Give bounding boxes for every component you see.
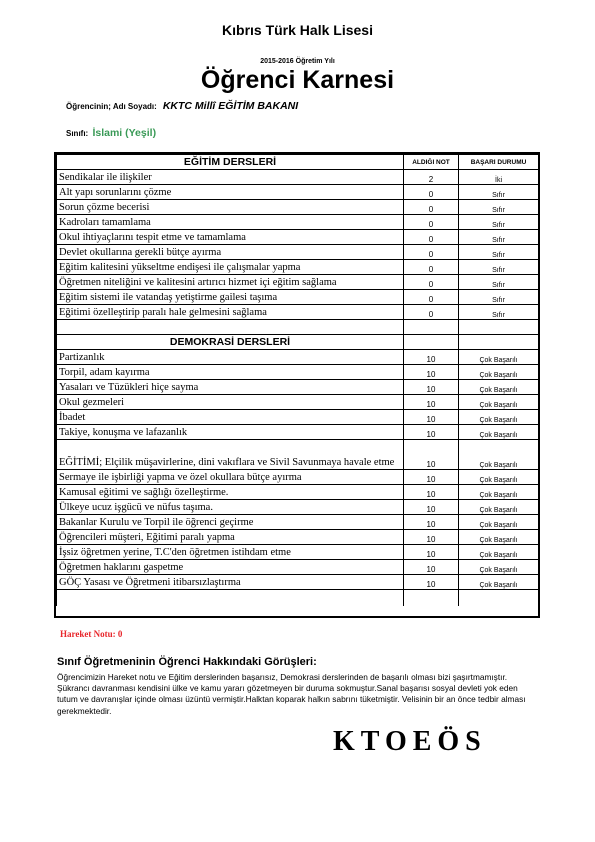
status-cell: Sıfır [459, 245, 539, 260]
school-name: Kıbrıs Türk Halk Lisesi [222, 22, 373, 38]
grade-cell: 0 [404, 200, 459, 215]
report-title: Öğrenci Karnesi [200, 66, 395, 94]
status-column-header: BAŞARI DURUMU [459, 155, 539, 170]
student-name: KKTC Millî EĞİTİM BAKANI [162, 100, 299, 112]
student-label: Öğrencinin; Adı Soyadı: [66, 102, 157, 111]
grade-cell: 10 [404, 410, 459, 425]
grade-cell: 0 [404, 230, 459, 245]
grade-cell: 10 [404, 470, 459, 485]
status-cell: Çok Başarılı [459, 350, 539, 365]
subject-cell: İbadet [57, 410, 404, 425]
table-row [57, 530, 539, 545]
subject-cell: Bakanlar Kurulu ve Torpil ile öğrenci geçirme [57, 515, 404, 530]
table-row [57, 395, 539, 410]
status-cell: Sıfır [459, 305, 539, 320]
status-cell: Çok Başarılı [459, 545, 539, 560]
empty-cell [459, 320, 539, 335]
subject-cell: Kamusal eğitimi ve sağlığı özelleştirme. [57, 485, 404, 500]
empty-row [57, 320, 539, 335]
empty-row [57, 590, 539, 607]
table-row [57, 575, 539, 590]
grade-cell: 10 [404, 560, 459, 575]
subject-cell: EĞİTİMİ; Elçilik müşavirlerine, dini vakıflara ve Sivil Savunmaya havale etme [57, 440, 404, 470]
subject-cell: Eğitim kalitesini yükseltme endişesi ile çalışmalar yapma [57, 260, 404, 275]
subject-cell: GÖÇ Yasası ve Öğretmeni itibarsızlaştırma [57, 575, 404, 590]
grade-cell: 0 [404, 260, 459, 275]
status-cell: İki [459, 170, 539, 185]
table-row [57, 230, 539, 245]
subject-cell: Kadroları tamamlama [57, 215, 404, 230]
status-cell: Çok Başarılı [459, 470, 539, 485]
grade-cell: 0 [404, 185, 459, 200]
grade-cell: 0 [404, 245, 459, 260]
status-cell: Sıfır [459, 275, 539, 290]
class-line [66, 127, 156, 139]
subject-cell: Öğretmen niteliğini ve kalitesini artırıcı hizmet içi eğitim sağlama [57, 275, 404, 290]
grade-cell: 10 [404, 530, 459, 545]
status-cell: Çok Başarılı [459, 560, 539, 575]
teacher-opinion-title: Sınıf Öğretmeninin Öğrenci Hakkındaki Görüşleri: [57, 656, 317, 668]
subject-cell: Okul gezmeleri [57, 395, 404, 410]
subject-cell: Yasaları ve Tüzükleri hiçe sayma [57, 380, 404, 395]
grade-cell: 0 [404, 290, 459, 305]
table-row [57, 290, 539, 305]
status-cell: Sıfır [459, 230, 539, 245]
student-line [66, 100, 298, 112]
table-row [57, 425, 539, 440]
teacher-opinion-text: Öğrencimizin Hareket notu ve Eğitim derslerinden başarısız, Demokrasi derslerinden de başarılı olması bizi şaşırtmamıştır. Şükrancı davranması kendisini ülke ve kamu yararı gözetmeyen bir duruma sokmuştur.Sanal başarısı sosyal devleti yok eden tutum ve davranışlar içinde olması üzüntü vermiştir.Halktan koparak halkın sabrını tüketmiştir. Velisinin bir an önce tedbir alması gerekmektedir. [57, 672, 526, 716]
grade-cell: 10 [404, 485, 459, 500]
grade-cell: 10 [404, 395, 459, 410]
table-row [57, 170, 539, 185]
subject-cell: Torpil, adam kayırma [57, 365, 404, 380]
status-cell: Çok Başarılı [459, 395, 539, 410]
status-cell: Çok Başarılı [459, 485, 539, 500]
class-label: Sınıfı: [66, 129, 89, 138]
table-row [57, 380, 539, 395]
education-header [57, 155, 539, 170]
grades-table [54, 152, 540, 618]
table-row [57, 245, 539, 260]
academic-year: 2015-2016 Öğretim Yılı [260, 58, 335, 65]
table-row [57, 260, 539, 275]
table-row [57, 305, 539, 320]
table-row [57, 470, 539, 485]
table-row [57, 515, 539, 530]
empty-cell [404, 335, 459, 350]
empty-cell [459, 335, 539, 350]
grade-cell: 10 [404, 440, 459, 470]
subject-cell: Eğitimi özelleştirip paralı hale gelmesini sağlama [57, 305, 404, 320]
grade-cell: 10 [404, 500, 459, 515]
status-cell: Sıfır [459, 185, 539, 200]
grades-body [57, 155, 539, 607]
status-cell: Çok Başarılı [459, 515, 539, 530]
table-row [57, 500, 539, 515]
table-row [57, 200, 539, 215]
table-row [57, 410, 539, 425]
table-row [57, 275, 539, 290]
status-cell: Çok Başarılı [459, 365, 539, 380]
subject-cell: Eğitim sistemi ile vatandaş yetiştirme gailesi taşıma [57, 290, 404, 305]
table-row [57, 350, 539, 365]
status-cell: Çok Başarılı [459, 410, 539, 425]
subject-cell: Partizanlık [57, 350, 404, 365]
grade-cell: 2 [404, 170, 459, 185]
empty-cell [404, 590, 459, 607]
democracy-header [57, 335, 539, 350]
subject-cell: Öğrencileri müşteri, Eğitimi paralı yapma [57, 530, 404, 545]
status-cell: Çok Başarılı [459, 425, 539, 440]
subject-cell: Okul ihtiyaçlarını tespit etme ve tamamlama [57, 230, 404, 245]
grade-cell: 0 [404, 305, 459, 320]
subject-cell: Sendikalar ile ilişkiler [57, 170, 404, 185]
status-cell: Sıfır [459, 260, 539, 275]
table-row [57, 185, 539, 200]
grade-column-header: ALDIĞI NOT [404, 155, 459, 170]
table-row [57, 365, 539, 380]
democracy-title: DEMOKRASİ DERSLERİ [57, 335, 404, 350]
status-cell: Çok Başarılı [459, 500, 539, 515]
class-value: İslami (Yeşil) [92, 127, 157, 139]
table-row [57, 440, 539, 470]
grade-cell: 10 [404, 365, 459, 380]
grade-cell: 0 [404, 275, 459, 290]
empty-cell [57, 590, 404, 607]
status-cell: Çok Başarılı [459, 575, 539, 590]
subject-cell: Ülkeye ucuz işgücü ve nüfus taşıma. [57, 500, 404, 515]
table-row [57, 560, 539, 575]
grade-cell: 10 [404, 380, 459, 395]
grade-cell: 10 [404, 425, 459, 440]
subject-cell: Sermaye ile işbirliği yapma ve özel okullara bütçe ayırma [57, 470, 404, 485]
empty-cell [459, 590, 539, 607]
grade-cell: 10 [404, 350, 459, 365]
empty-cell [404, 320, 459, 335]
status-cell: Sıfır [459, 290, 539, 305]
grade-cell: 10 [404, 575, 459, 590]
education-title: EĞİTİM DERSLERİ [57, 155, 404, 170]
subject-cell: İşsiz öğretmen yerine, T.C'den öğretmen istihdam etme [57, 545, 404, 560]
status-cell: Çok Başarılı [459, 530, 539, 545]
table-row [57, 485, 539, 500]
subject-cell: Sorun çözme becerisi [57, 200, 404, 215]
grade-cell: 10 [404, 515, 459, 530]
subject-cell: Alt yapı sorunlarını çözme [57, 185, 404, 200]
status-cell: Sıfır [459, 215, 539, 230]
grade-cell: 10 [404, 545, 459, 560]
signature: KTOEÖS [333, 726, 487, 757]
status-cell: Çok Başarılı [459, 440, 539, 470]
table-row [57, 545, 539, 560]
subject-cell: Devlet okullarına gerekli bütçe ayırma [57, 245, 404, 260]
grade-cell: 0 [404, 215, 459, 230]
empty-cell [57, 320, 404, 335]
conduct-grade: Hareket Notu: 0 [60, 629, 123, 639]
subject-cell: Öğretmen haklarını gaspetme [57, 560, 404, 575]
subject-cell: Takiye, konuşma ve lafazanlık [57, 425, 404, 440]
status-cell: Sıfır [459, 200, 539, 215]
status-cell: Çok Başarılı [459, 380, 539, 395]
table-row [57, 215, 539, 230]
